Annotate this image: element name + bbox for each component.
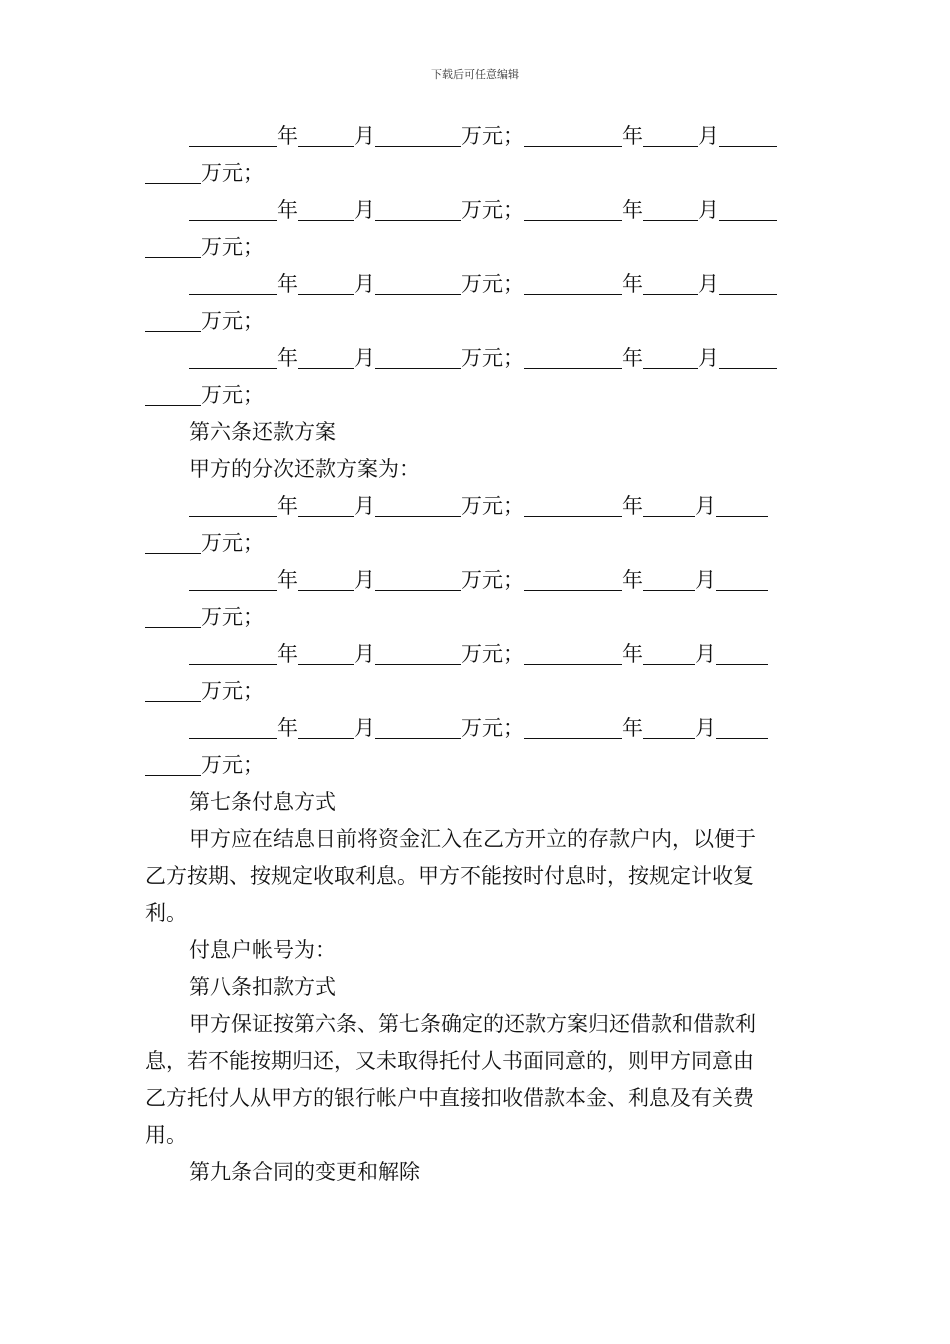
month-blank[interactable] [298,564,354,591]
amount-blank[interactable] [375,564,461,591]
month-label: 月 [695,642,716,666]
amount-label: 万元； [461,494,524,518]
amount-blank-end[interactable] [145,527,201,554]
year-blank[interactable] [189,120,277,147]
month-blank[interactable] [643,268,698,295]
year-label: 年 [622,124,643,148]
article-9-title: 第九条合同的变更和解除 [189,1160,420,1184]
year-blank[interactable] [189,712,277,739]
repayment-row-line-1 [145,340,807,377]
month-blank[interactable] [643,638,695,665]
article-8-para-line-2: 息，若不能按期归还，又未取得托付人书面同意的，则甲方同意由 [145,1049,754,1073]
amount-blank-start[interactable] [716,564,768,591]
year-label: 年 [622,642,643,666]
amount-blank-start[interactable] [719,342,777,369]
month-blank[interactable] [643,194,698,221]
year-label: 年 [622,346,643,370]
article-7-title: 第七条付息方式 [189,790,336,814]
month-label: 月 [698,124,719,148]
amount-blank-end[interactable] [145,231,201,258]
year-blank[interactable] [524,638,622,665]
month-blank[interactable] [643,120,698,147]
month-label: 月 [354,568,375,592]
month-label: 月 [695,494,716,518]
amount-label: 万元； [201,531,264,555]
article-8-para-line-3: 乙方托付人从甲方的银行帐户中直接扣收借款本金、利息及有关费 [145,1086,754,1110]
year-label: 年 [277,568,298,592]
amount-label: 万元； [201,309,264,333]
amount-blank-end[interactable] [145,305,201,332]
amount-blank-start[interactable] [719,120,777,147]
month-label: 月 [354,124,375,148]
year-label: 年 [277,716,298,740]
amount-label: 万元； [201,235,264,259]
repayment-row-line-2 [145,673,807,710]
year-blank[interactable] [524,564,622,591]
amount-blank-start[interactable] [716,490,768,517]
month-blank[interactable] [643,712,695,739]
amount-blank-start[interactable] [719,194,777,221]
month-label: 月 [698,346,719,370]
year-blank[interactable] [189,268,277,295]
amount-blank[interactable] [375,490,461,517]
year-blank[interactable] [524,490,622,517]
year-label: 年 [622,198,643,222]
month-label: 月 [698,198,719,222]
year-label: 年 [277,124,298,148]
repayment-row-line-1 [145,192,807,229]
year-blank[interactable] [189,490,277,517]
amount-label: 万元； [461,642,524,666]
year-label: 年 [277,198,298,222]
year-label: 年 [277,272,298,296]
repayment-row-line-1 [145,118,807,155]
repayment-row-line-2 [145,155,807,192]
amount-label: 万元； [461,568,524,592]
month-label: 月 [695,716,716,740]
year-label: 年 [622,272,643,296]
month-blank[interactable] [298,342,354,369]
amount-blank-end[interactable] [145,675,201,702]
year-blank[interactable] [524,268,622,295]
amount-label: 万元； [461,198,524,222]
amount-label: 万元； [461,124,524,148]
article-8-title: 第八条扣款方式 [189,975,336,999]
document-body [145,118,807,1191]
amount-blank-start[interactable] [716,712,768,739]
amount-blank-end[interactable] [145,379,201,406]
repayment-row-line-1 [145,488,807,525]
article-6-intro: 甲方的分次还款方案为： [189,457,420,481]
amount-label: 万元； [201,679,264,703]
year-blank[interactable] [189,564,277,591]
repayment-row-line-2 [145,599,807,636]
year-blank[interactable] [524,120,622,147]
amount-label: 万元； [201,605,264,629]
month-label: 月 [354,198,375,222]
article-7-para-line-3: 利。 [145,901,187,925]
month-label: 月 [695,568,716,592]
month-blank[interactable] [298,268,354,295]
amount-blank[interactable] [375,120,461,147]
article-8-para-line-4: 用。 [145,1123,187,1147]
article-7-para-line-1: 甲方应在结息日前将资金汇入在乙方开立的存款户内，以便于 [189,827,756,851]
month-label: 月 [354,642,375,666]
amount-blank[interactable] [375,638,461,665]
article-7-account: 付息户帐号为： [189,938,336,962]
amount-label: 万元； [461,272,524,296]
amount-blank[interactable] [375,194,461,221]
year-label: 年 [277,642,298,666]
month-blank[interactable] [298,712,354,739]
month-label: 月 [354,346,375,370]
year-blank[interactable] [524,194,622,221]
amount-blank[interactable] [375,712,461,739]
repayment-row-line-1 [145,266,807,303]
repayment-rows-group-2 [145,488,807,784]
repayment-row-line-2 [145,229,807,266]
year-label: 年 [277,494,298,518]
amount-blank-end[interactable] [145,601,201,628]
month-label: 月 [354,716,375,740]
article-8-para-line-1: 甲方保证按第六条、第七条确定的还款方案归还借款和借款利 [189,1012,756,1036]
amount-blank-start[interactable] [716,638,768,665]
month-blank[interactable] [643,490,695,517]
page-header: 下载后可任意编辑 [431,68,519,81]
month-label: 月 [354,272,375,296]
repayment-row-line-2 [145,525,807,562]
year-label: 年 [277,346,298,370]
month-label: 月 [354,494,375,518]
amount-blank[interactable] [375,268,461,295]
article-7-para-line-2: 乙方按期、按规定收取利息。甲方不能按时付息时，按规定计收复 [145,864,754,888]
amount-label: 万元； [201,753,264,777]
year-label: 年 [622,494,643,518]
amount-label: 万元； [461,346,524,370]
amount-label: 万元； [461,716,524,740]
year-blank[interactable] [524,712,622,739]
year-blank[interactable] [524,342,622,369]
month-blank[interactable] [643,564,695,591]
month-blank[interactable] [298,638,354,665]
amount-blank-start[interactable] [719,268,777,295]
month-blank[interactable] [298,490,354,517]
year-label: 年 [622,716,643,740]
year-blank[interactable] [189,638,277,665]
year-blank[interactable] [189,194,277,221]
amount-blank-end[interactable] [145,749,201,776]
amount-label: 万元； [201,161,264,185]
repayment-rows-group-1 [145,118,807,414]
amount-blank-end[interactable] [145,157,201,184]
amount-label: 万元； [201,383,264,407]
article-6-title: 第六条还款方案 [189,420,336,444]
amount-blank[interactable] [375,342,461,369]
month-blank[interactable] [643,342,698,369]
month-blank[interactable] [298,194,354,221]
repayment-row-line-1 [145,562,807,599]
month-blank[interactable] [298,120,354,147]
year-blank[interactable] [189,342,277,369]
repayment-row-line-1 [145,636,807,673]
year-label: 年 [622,568,643,592]
repayment-row-line-2 [145,303,807,340]
repayment-row-line-2 [145,377,807,414]
month-label: 月 [698,272,719,296]
repayment-row-line-1 [145,710,807,747]
repayment-row-line-2 [145,747,807,784]
